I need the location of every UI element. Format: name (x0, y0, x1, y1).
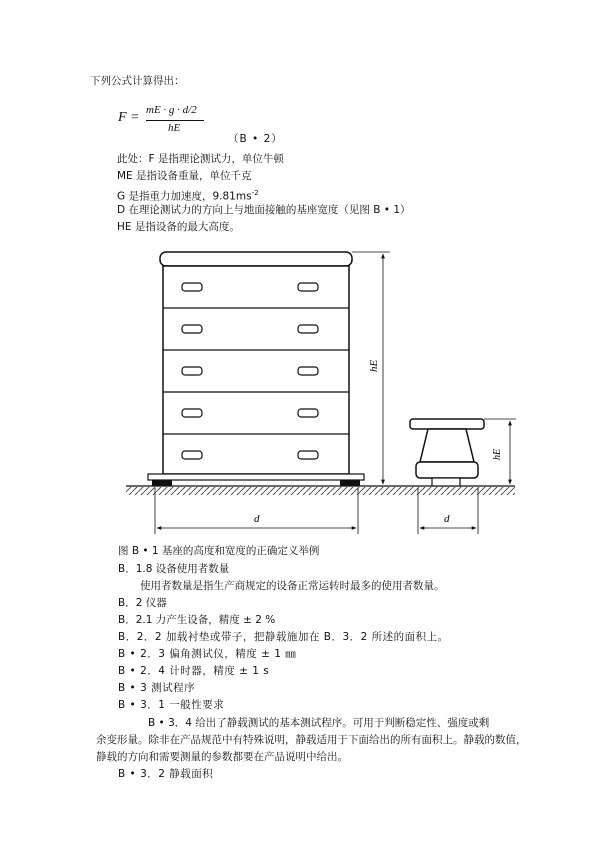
section-b-3: B • 3 测试程序 (118, 682, 196, 694)
section-b-1-8-body: 使用者数量是指生产商规定的设备正常运转时最多的使用者数量。 (140, 580, 445, 592)
where-line-2: ME 是指设备重量，单位千克 (117, 170, 252, 182)
cabinet-base-plate (148, 474, 364, 480)
section-b-3-2: B • 3．2 静载面积 (118, 768, 214, 780)
g-definition: G 是指重力加速度，9.81ms (117, 190, 252, 203)
section-b-2: B．2 仪器 (118, 597, 167, 609)
hE-label-left: hE (368, 359, 380, 372)
equation-number: （B • 2） (228, 133, 283, 145)
section-b-3-1: B • 3．1 一般性要求 (118, 699, 225, 711)
d-label-left: d (254, 513, 260, 525)
where-line-5: HE 是指设备的最大高度。 (117, 221, 240, 233)
step-stool (410, 419, 484, 486)
stool-base (416, 462, 478, 478)
section-b-2-2: B．2．2 加载衬垫或带子，把静载施加在 B．3．2 所述的面积上。 (118, 631, 449, 643)
ground-line (126, 486, 515, 495)
d-label-right: d (444, 513, 450, 525)
section-b-3-1-body-3: 静载的方向和需要测量的参数都要在产品说明中给出。 (96, 751, 348, 763)
section-b-2-3: B • 2．3 偏角测试仪，精度 ± 1 ㎜ (118, 648, 297, 660)
where-line-1: 此处：F 是指理论测试力，单位牛顿 (117, 153, 284, 165)
section-b-3-1-body-1: B • 3．4 给出了静载测试的基本测试程序。可用于判断稳定性、强度或剩 (148, 717, 490, 729)
stool-body (420, 429, 474, 462)
stool-foot (432, 478, 460, 486)
stool-top (410, 419, 484, 429)
intro-text: 下列公式计算得出： (90, 75, 185, 87)
section-b-3-1-body-2: 余变形量。除非在产品规范中有特殊说明，静载适用于下面给出的所有面积上。静载的数值， (96, 734, 527, 746)
where-line-4: D 在理论测试力的方向上与地面接触的基座宽度（见图 B • 1） (117, 204, 411, 216)
section-b-2-1: B．2.1 力产生设备，精度 ± 2 % (118, 614, 276, 626)
hE-label-right: hE (492, 448, 503, 460)
drawer-cabinet (148, 252, 364, 486)
formula-numerator: mE · g · d/2 (146, 104, 197, 116)
cabinet-foot-right (340, 480, 360, 486)
cabinet-foot-left (152, 480, 172, 486)
formula-lhs: F = (118, 110, 140, 125)
g-unit-exponent: -2 (251, 189, 259, 197)
formula-denominator: hE (168, 122, 181, 134)
figure-caption: 图 B • 1 基座的高度和宽度的正确定义举例 (118, 545, 320, 557)
cabinet-top (160, 252, 352, 266)
section-b-1-8: B．1.8 设备使用者数量 (118, 563, 230, 575)
section-b-2-4: B • 2．4 计时器，精度 ± 1 s (118, 665, 270, 677)
